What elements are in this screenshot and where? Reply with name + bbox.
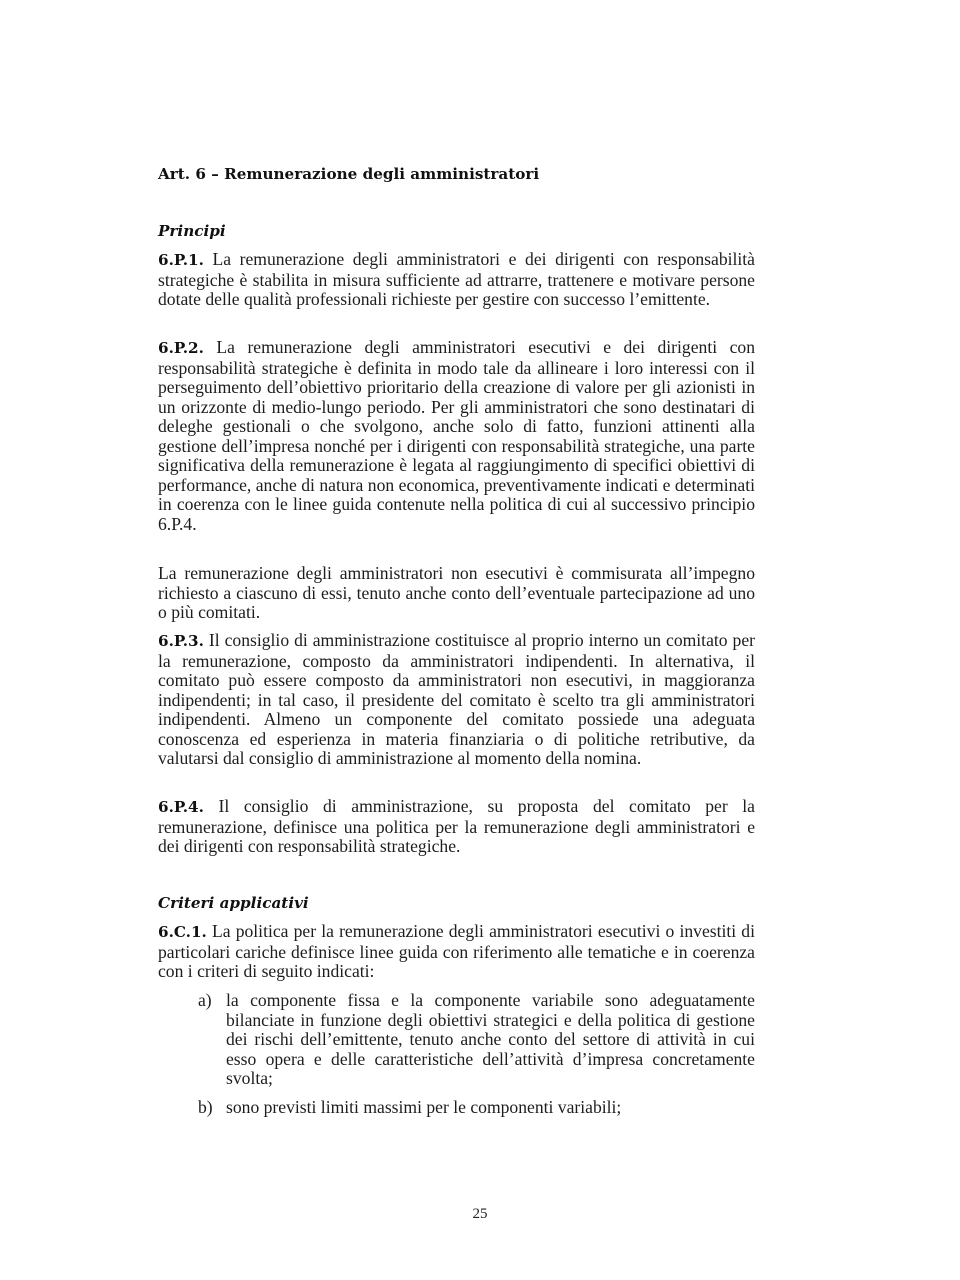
- paragraph-text: Il consiglio di amministrazione costituisce al proprio interno un comitato per la remunerazione, composto da amministratori indipendenti. In alternativa, il comitato può essere composto da amministratori non esecutivi, in maggioranza indipendenti; in tal caso, il presidente del comitato è scelto tra gli amministratori indipendenti. Almeno un componente del comitato possiede una adeguata conoscenza ed esperienza in materia finanziaria o di politiche retributive, da valutarsi dal consiglio di amministrazione al momento della nomina.: [158, 630, 756, 768]
- paragraph-text: La remunerazione degli amministratori e dei dirigenti con responsabilità strategiche è stabilita in misura sufficiente ad attrarre, trattenere e motivare persone dotate delle qualità professionali richieste per gestire con successo l’emittente.: [158, 249, 755, 309]
- section-title-criteri: Criteri applicativi: [158, 894, 309, 912]
- paragraph-text: Il consiglio di amministrazione, su proposta del comitato per la remunerazione, definisce una politica per la remunerazione degli amministratori e dei dirigenti con responsabilità strategiche.: [158, 796, 755, 856]
- list-marker: b): [198, 1097, 213, 1117]
- page-number: 25: [472, 1206, 488, 1222]
- paragraph-6p1: [158, 250, 755, 310]
- paragraph-text: La remunerazione degli amministratori non esecutivi è commisurata all’impegno richiesto a ciascuno di essi, tenuto anche conto dell’eventuale partecipazione ad uno o più comitati.: [158, 563, 755, 622]
- list-item: [198, 1098, 755, 1118]
- paragraph-6p2: [158, 338, 755, 534]
- paragraph-6c1: [158, 922, 755, 982]
- paragraph-text: La remunerazione degli amministratori esecutivi e dei dirigenti con responsabilità strategiche è definita in modo tale da allineare i loro interessi con il perseguimento dell’obiettivo prioritario della creazione di valore per gli azionisti in un orizzonte di medio-lungo periodo. Per gli amministratori che sono destinatari di deleghe gestionali o che svolgono, anche solo di fatto, funzioni attinenti alla gestione dell’impresa nonché per i dirigenti con responsabilità strategiche, una parte significativa della remunerazione è legata al raggiungimento di specifici obiettivi di performance, anche di natura non economica, preventivamente indicati e determinati in coerenza con le linee guida contenute nella politica di cui al successivo principio 6.P.4.: [158, 337, 755, 534]
- section-title-principi: Principi: [158, 222, 226, 240]
- list-item-text: sono previsti limiti massimi per le componenti variabili;: [226, 1097, 622, 1117]
- paragraph-6p4: [158, 797, 755, 857]
- paragraph-code: 6.P.3.: [158, 632, 204, 650]
- paragraph-text: La politica per la remunerazione degli amministratori esecutivi o investiti di particolari cariche definisce linee guida con riferimento alle tematiche e in coerenza con i criteri di seguito indicati:: [158, 921, 755, 981]
- paragraph-code: 6.P.4.: [158, 798, 204, 816]
- article-title: Art. 6 – Remunerazione degli amministratori: [158, 165, 540, 183]
- criteria-list-item-a: [198, 991, 755, 1089]
- paragraph-6p3: [158, 631, 755, 769]
- criteria-list-item-b: [198, 1098, 755, 1118]
- paragraph-code: 6.P.1.: [158, 251, 204, 269]
- paragraph-non-executive: [158, 564, 755, 623]
- paragraph-code: 6.C.1.: [158, 923, 207, 941]
- list-item-text: la componente fissa e la componente variabile sono adeguatamente bilanciate in funzione degli obiettivi strategici e della politica di gestione dei rischi dell’emittente, tenuto anche conto del settore di attività in cui esso opera e delle caratteristiche dell’attività d’impresa concretamente svolta;: [226, 990, 755, 1088]
- paragraph-code: 6.P.2.: [158, 339, 204, 357]
- list-item: [198, 991, 755, 1089]
- list-marker: a): [198, 990, 212, 1010]
